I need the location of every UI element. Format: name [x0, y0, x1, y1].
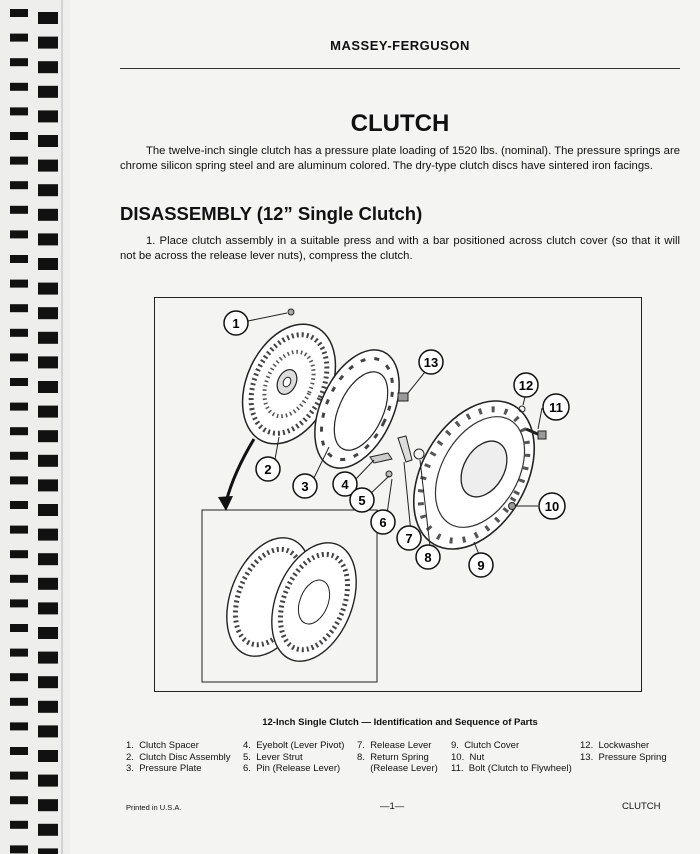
callout-7 — [397, 526, 421, 550]
binding-coil — [38, 184, 58, 196]
binding-coil — [38, 824, 58, 836]
binding-coil — [10, 378, 28, 386]
binding-coil — [38, 676, 58, 688]
svg-text:1: 1 — [232, 316, 240, 331]
binding-coil — [38, 725, 58, 737]
inset-disc-pair — [211, 525, 373, 673]
binding-coil — [10, 772, 28, 780]
binding-coil — [10, 353, 28, 361]
binding-coil — [10, 599, 28, 607]
binding-coil — [38, 430, 58, 442]
binding-coil — [38, 307, 58, 319]
binding-coil — [10, 157, 28, 165]
binding-coil — [38, 332, 58, 344]
binding-coil — [38, 86, 58, 98]
spiral-binding — [0, 0, 70, 854]
svg-text:10: 10 — [544, 499, 560, 514]
svg-text:5: 5 — [358, 493, 366, 508]
svg-text:2: 2 — [264, 462, 272, 477]
binding-coil — [38, 406, 58, 418]
footer-section-name: CLUTCH — [622, 801, 661, 812]
binding-coil — [38, 12, 58, 24]
callout-11 — [543, 394, 569, 420]
binding-coil — [10, 452, 28, 460]
binding-coil — [38, 578, 58, 590]
binding-coil — [10, 550, 28, 558]
callout-8 — [416, 545, 440, 569]
binding-coil — [38, 799, 58, 811]
binding-coil — [38, 602, 58, 614]
parts-list-col-4: 9. Clutch Cover 10. Nut 11. Bolt (Clutch to Flywheel) — [451, 740, 572, 774]
header-rule — [120, 68, 680, 69]
section-heading: DISASSEMBLY (12” Single Clutch) — [120, 203, 423, 224]
parts-list-col-3: 7. Release Lever 8. Return Spring (Release Lever) — [357, 740, 438, 774]
binding-coil — [10, 304, 28, 312]
binding-coil — [38, 701, 58, 713]
binding-coil — [10, 796, 28, 804]
callout-5 — [350, 488, 374, 512]
svg-text:13: 13 — [423, 355, 439, 370]
page-number: —1— — [380, 801, 405, 812]
svg-text:11: 11 — [549, 400, 563, 415]
footer-printed-in: Printed in U.S.A. — [126, 803, 182, 812]
binding-coil — [10, 403, 28, 411]
binding-coil — [10, 526, 28, 534]
binding-coil — [10, 722, 28, 730]
binding-coil — [38, 110, 58, 122]
binding-coil — [10, 845, 28, 853]
binding-coil — [10, 649, 28, 657]
binding-coil — [10, 34, 28, 42]
binding-coil — [38, 479, 58, 491]
binding-coil — [38, 135, 58, 147]
clutch-exploded-diagram — [154, 297, 642, 692]
binding-coil — [10, 329, 28, 337]
parts-list-col-2: 4. Eyebolt (Lever Pivot) 5. Lever Strut 6. Pin (Release Lever) — [243, 740, 345, 774]
callout-3 — [293, 474, 317, 498]
binding-coil — [10, 476, 28, 484]
callout-12 — [514, 373, 538, 397]
binding-coil — [38, 233, 58, 245]
binding-coil — [10, 230, 28, 238]
binding-coil — [10, 132, 28, 140]
binding-coil — [10, 501, 28, 509]
svg-text:12: 12 — [518, 378, 534, 393]
svg-text:7: 7 — [405, 531, 413, 546]
intro-paragraph: The twelve-inch single clutch has a pressure plate loading of 1520 lbs. (nominal). The pressure springs are chrome silicon spring steel and are aluminum colored. The dry-type clutch discs have sintered iron facings. — [120, 145, 680, 172]
figure-caption: 12-Inch Single Clutch — Identification and Sequence of Parts — [262, 717, 538, 728]
binding-coil — [38, 627, 58, 639]
binding-coil — [38, 160, 58, 172]
svg-text:4: 4 — [341, 477, 349, 492]
callout-10 — [539, 493, 565, 519]
binding-coil — [10, 58, 28, 66]
manual-header: MASSEY-FERGUSON — [330, 38, 470, 53]
parts-list-col-5: 12. Lockwasher 13. Pressure Spring — [580, 740, 667, 763]
binding-coil — [38, 652, 58, 664]
binding-coil — [10, 821, 28, 829]
binding-coil — [10, 747, 28, 755]
binding-coil — [38, 750, 58, 762]
callout-1 — [224, 311, 248, 335]
binding-coil — [10, 9, 28, 17]
svg-text:6: 6 — [379, 515, 387, 530]
binding-coil — [38, 848, 58, 854]
svg-text:3: 3 — [301, 479, 309, 494]
callout-9 — [469, 553, 493, 577]
binding-coil — [10, 107, 28, 115]
binding-coil — [10, 575, 28, 583]
callout-2 — [256, 457, 280, 481]
page-title: CLUTCH — [350, 110, 450, 137]
binding-coil — [10, 255, 28, 263]
binding-coil — [38, 258, 58, 270]
binding-coil — [10, 673, 28, 681]
callout-13 — [419, 350, 443, 374]
binding-coil — [38, 775, 58, 787]
binding-coil — [10, 206, 28, 214]
step-1-text: 1. Place clutch assembly in a suitable press and with a bar positioned across clutch cover (so that it will not be across the release lever nuts), compress the clutch. — [120, 235, 680, 262]
binding-coil — [38, 381, 58, 393]
binding-coil — [10, 280, 28, 288]
parts-list-col-1: 1. Clutch Spacer 2. Clutch Disc Assembly 3. Pressure Plate — [126, 740, 231, 774]
svg-text:8: 8 — [424, 550, 432, 565]
binding-coil — [38, 356, 58, 368]
binding-coil — [38, 529, 58, 541]
binding-coil — [38, 553, 58, 565]
svg-text:9: 9 — [477, 558, 485, 573]
callout-6 — [371, 510, 395, 534]
binding-coil — [10, 427, 28, 435]
binding-coil — [38, 61, 58, 73]
binding-coil — [10, 698, 28, 706]
binding-coil — [38, 209, 58, 221]
binding-coil — [38, 455, 58, 467]
binding-coil — [10, 83, 28, 91]
binding-coil — [10, 181, 28, 189]
binding-coil — [38, 504, 58, 516]
binding-coil — [38, 37, 58, 49]
binding-coil — [10, 624, 28, 632]
binding-coil — [38, 283, 58, 295]
